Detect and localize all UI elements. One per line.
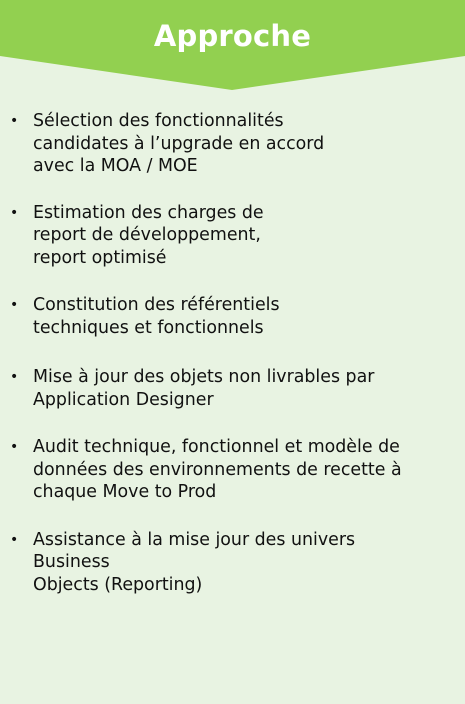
approach-item-text: Estimation des charges de report de développement, report optimisé — [33, 202, 264, 268]
approach-item-4 — [0, 366, 465, 411]
approach-item-3 — [0, 294, 465, 339]
bullet-icon: • — [10, 113, 19, 129]
approach-item-1 — [0, 110, 465, 178]
approach-item-6 — [0, 529, 465, 597]
approach-list — [0, 110, 465, 596]
approach-item-2 — [0, 202, 465, 270]
bullet-icon: • — [10, 531, 19, 548]
bullet-icon: • — [10, 439, 19, 455]
bullet-icon: • — [10, 204, 19, 221]
approach-item-5 — [0, 436, 465, 504]
approach-item-text: Constitution des référentiels techniques et fonctionnels — [33, 295, 280, 338]
bullet-icon: • — [10, 297, 19, 313]
approach-item-text: Audit technique, fonctionnel et modèle de données des environnements de recette à chaque Move to Prod — [33, 437, 402, 502]
approach-title: Approche — [153, 19, 312, 53]
approach-item-text: Assistance à la mise jour des univers Business Objects (Reporting) — [33, 529, 356, 595]
approach-item-text: Sélection des fonctionnalités candidates à l’upgrade en accord avec la MOA / MOE — [33, 111, 325, 176]
approach-item-text: Mise à jour des objets non livrables par Application Designer — [33, 367, 375, 410]
bullet-icon: • — [10, 369, 19, 385]
approach-header-banner — [0, 0, 465, 92]
